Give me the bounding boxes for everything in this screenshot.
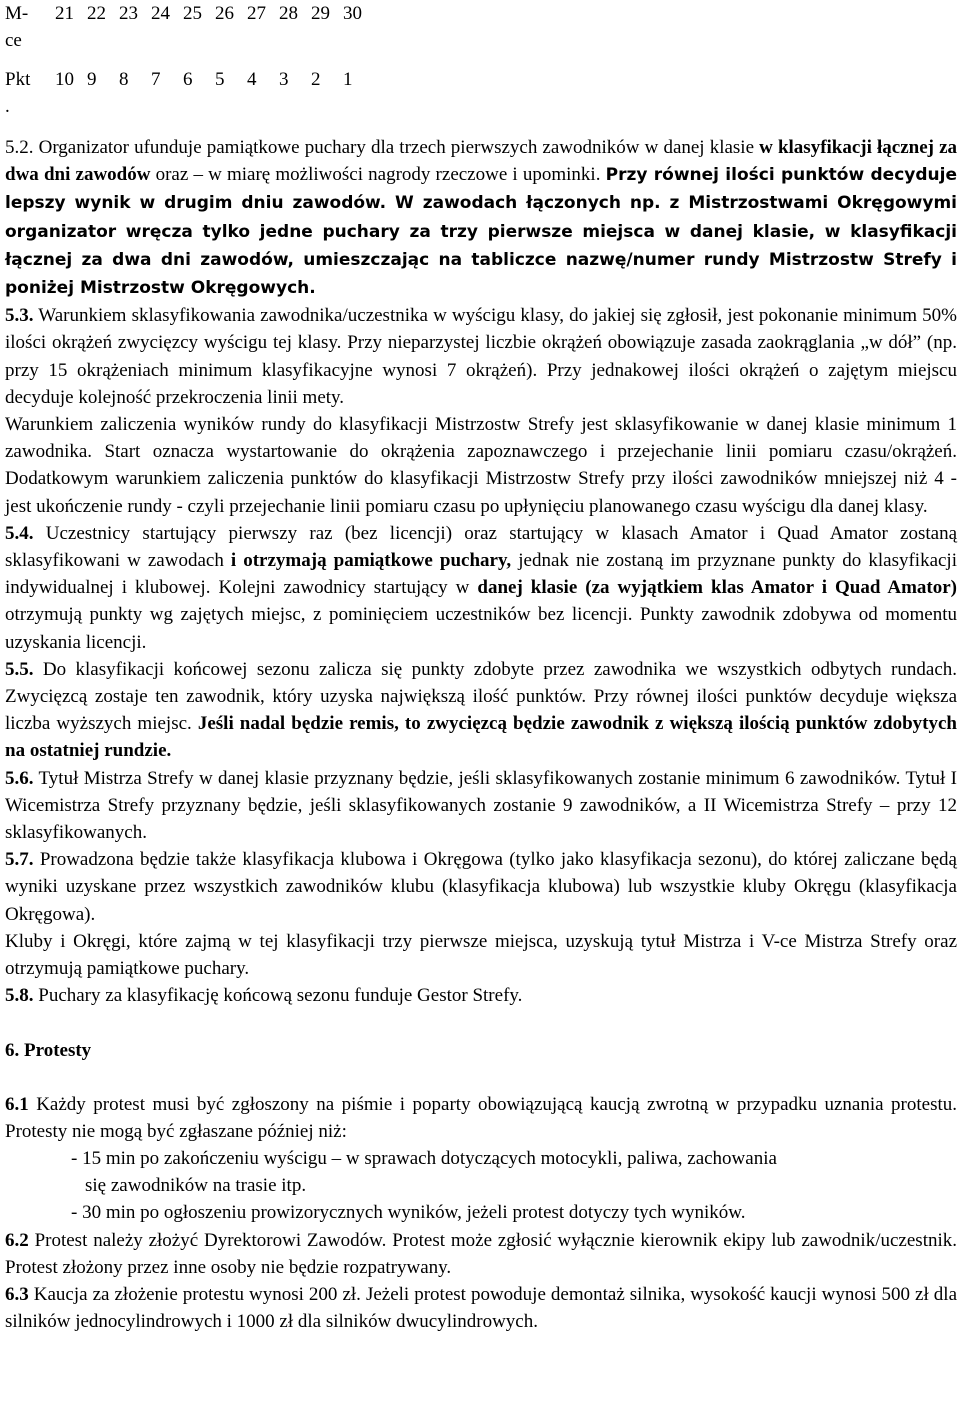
section-number: 6.2 [5, 1229, 29, 1251]
section-5-4 [5, 520, 957, 656]
section-heading-protesty: 6. Protesty [5, 1039, 92, 1061]
table-cell: 10 [55, 69, 74, 90]
table-cell: 25 [183, 3, 202, 24]
paragraph-bold-text: danej klasie (za wyjątkiem klas Amator i Quad Amator) [477, 577, 957, 599]
table-cell: 1 [343, 69, 353, 90]
list-item-text: - 30 min po ogłoszeniu prowizorycznych wyników, jeżeli protest dotyczy tych wyników. [71, 1202, 746, 1224]
paragraph-text: Protest należy złożyć Dyrektorowi Zawodów. Protest może zgłosić wyłącznie kierownik ekipy lub zawodnik/uczestnik. Protest złożony przez inne osoby nie będzie rozpatrywany. [5, 1229, 957, 1278]
list-item-text: się zawodników na trasie itp. [85, 1175, 307, 1197]
table-cell: 27 [247, 3, 266, 24]
section-5-6 [5, 765, 957, 847]
table-label: . [5, 96, 10, 117]
document-body [5, 134, 957, 1335]
section-number: 6.3 [5, 1283, 29, 1305]
paragraph-text: Prowadzona będzie także klasyfikacja klubowa i Okręgowa (tylko jako klasyfikacja sezonu), do której zaliczane będą wyniki uzyskane przez wszystkich zawodników klubu (klasyfikacja klubowa) lub wszystkie kluby Okręgu (klasyfikacja Okręgowa). [5, 849, 957, 925]
paragraph-text: jednak nie zostaną im przyznane punkty do klasyfikacji indywidualnej i klubowej. Kolejni zawodnicy startujący w [5, 550, 957, 599]
table-cell: 22 [87, 3, 106, 24]
paragraph-text: Kluby i Okręgi, które zajmą w tej klasyfikacji trzy pierwsze miejsca, uzyskują tytuł Mistrza i V-ce Mistrza Strefy oraz otrzymują pamiątkowe puchary. [5, 930, 957, 980]
paragraph-bold-text: z Mistrzostwami Okręgowymi organizator wręcza tylko jedne puchary za trzy pierwsze miejsca w danej klasie, w klasyfikacji łącznej za dwa dni zawodów, umieszczając na tabliczce nazwę/numer rundy Mistrzostw Strefy i poniżej Mistrzostw Okręgowych. [5, 193, 958, 299]
section-number: 5.2. [5, 137, 34, 158]
section-5-2 [5, 134, 957, 302]
table-cell: 26 [215, 3, 234, 24]
paragraph-text: Puchary za klasyfikację końcową sezonu funduje Gestor Strefy. [33, 985, 523, 1007]
table-cell: 21 [55, 3, 74, 24]
section-5-7 [5, 846, 957, 928]
paragraph-text: Do klasyfikacji końcowej sezonu zalicza się punkty zdobyte przez zawodnika we wszystkich odbytych rundach. Zwycięzcą zostaje ten zawodnik, który uzyska największą ilość punktów. Przy równej ilości punktów decyduje większa liczba wyższych miejsc. [5, 658, 957, 735]
table-label-cell [5, 0, 55, 54]
section-number: 5.3. [5, 305, 34, 327]
section-5-5 [5, 656, 957, 765]
paragraph-text: Kaucja za złożenie protestu wynosi 200 zł. Jeżeli protest powoduje demontaż silnika, wysokość kaucji wynosi 500 zł dla silników jednocylindrowych i 1000 zł dla silników dwucylindrowych. [5, 1283, 957, 1333]
spacer [5, 1064, 957, 1091]
table-cell: 2 [311, 69, 321, 90]
list-item [5, 1145, 957, 1172]
section-5-8 [5, 982, 957, 1009]
paragraph-text: Uczestnicy startujący pierwszy raz (bez licencji) oraz startujący w klasach Amator i Quad Amator zostaną sklasyfikowani w zawodach [5, 522, 957, 572]
points-table [5, 0, 375, 120]
list-item [5, 1199, 957, 1226]
table-row [5, 54, 375, 120]
section-number: 5.8. [5, 985, 34, 1007]
table-row [5, 0, 375, 54]
paragraph-bold-text: i otrzymają pamiątkowe puchary, [230, 550, 512, 572]
list-item-continuation [5, 1172, 957, 1199]
section-6-2 [5, 1227, 957, 1281]
table-cell: 6 [183, 69, 193, 90]
table-cell: 28 [279, 3, 298, 24]
table-cell: 24 [151, 3, 170, 24]
section-6-3 [5, 1281, 957, 1335]
table-cell: 29 [311, 3, 330, 24]
table-cell: 3 [279, 69, 289, 90]
list-item-text: - 15 min po zakończeniu wyścigu – w sprawach dotyczących motocykli, paliwa, zachowania [71, 1147, 777, 1169]
section-5-7-paragraph-2 [5, 928, 957, 982]
spacer [5, 1010, 957, 1037]
section-6-1 [5, 1091, 957, 1145]
paragraph-text: Warunkiem sklasyfikowania zawodnika/uczestnika w wyścigu klasy, do jakiej się zgłosił, jest pokonanie minimum 50% ilości okrążeń zwycięzcy wyścigu tej klasy. Przy nieparzystej liczbie okrążeń obowiązuje zasada zaokrąglania „w dół” (np. przy 15 okrążeniach minimum klasyfikacyjne wynosi 7 okrążeń). Przy jednakowej ilości okrążeń o zajętym miejscu decyduje kolejność przekroczenia linii mety. [5, 305, 957, 408]
table-cell: 7 [151, 69, 161, 90]
table-cell: 5 [215, 69, 225, 90]
paragraph-bold-text: Jeśli nadal będzie remis, to zwycięzcą będzie zawodnik z większą ilością punktów zdobytych na ostatniej rundzie. [5, 713, 957, 762]
paragraph-bold-text: w klasyfikacji łącznej za dwa dni zawodów [5, 137, 958, 186]
table-cell: 8 [119, 69, 129, 90]
table-cell: 30 [343, 3, 362, 24]
paragraph-text: Warunkiem zaliczenia wyników rundy do klasyfikacji Mistrzostw Strefy jest sklasyfikowanie w danej klasie minimum 1 zawodnika. Start oznacza wystartowanie do okrążenia zapoznawczego i przejechanie linii pomiaru czasu/okrążeń. Dodatkowym warunkiem zaliczenia punktów do klasyfikacji Mistrzostw Strefy przy ilości zawodników mniejszej niż 4 - jest ukończenie rundy - czyli przejechanie linii pomiaru czasu po upłynięciu planowanego czasu wyścigu dla danej klasy. [5, 414, 957, 517]
table-label: Pkt [5, 69, 31, 90]
paragraph-text: oraz – w miarę możliwości nagrody rzeczowe i upominki. [150, 164, 606, 186]
section-5-3 [5, 302, 957, 411]
paragraph-text: Organizator ufunduje pamiątkowe puchary dla trzech pierwszych zawodników w danej klasie [33, 137, 760, 158]
table-cell: 9 [87, 69, 97, 90]
table-cell: 4 [247, 69, 257, 90]
paragraph-text: otrzymują punkty wg zajętych miejsc, z pominięciem uczestników bez licencji. Punkty zawodnik zdobywa od momentu uzyskania licencji. [5, 604, 957, 653]
section-5-3-paragraph-2 [5, 411, 957, 520]
paragraph-text: Tytuł Mistrza Strefy w danej klasie przyznany będzie, jeśli sklasyfikowanych zostanie minimum 6 zawodników. Tytuł I Wicemistrza Strefy przyznany będzie, jeśli sklasyfikowanych zostanie 9 zawodników, a II Wicemistrza Strefy – przy 12 sklasyfikowanych. [5, 767, 957, 844]
paragraph-text: Każdy protest musi być zgłoszony na piśmie i poparty obowiązującą kaucją zwrotną w przypadku uznania protestu. Protesty nie mogą być zgłaszane później niż: [5, 1093, 957, 1142]
table-label: ce [5, 30, 22, 51]
table-label-cell [5, 54, 55, 120]
table-cell: 23 [119, 3, 138, 24]
section-number: 5.7. [5, 849, 34, 871]
section-number: 5.5. [5, 658, 34, 680]
section-number: 5.4. [5, 522, 34, 544]
paragraph-bold-text: Przy równej ilości punktów decyduje lepszy wynik w drugim dniu zawodów. W zawodach łączonych np. [5, 165, 957, 214]
section-number: 6.1 [5, 1093, 29, 1115]
section-number: 5.6. [5, 767, 34, 789]
document-page [5, 0, 957, 1335]
table-label: M- [5, 3, 29, 24]
